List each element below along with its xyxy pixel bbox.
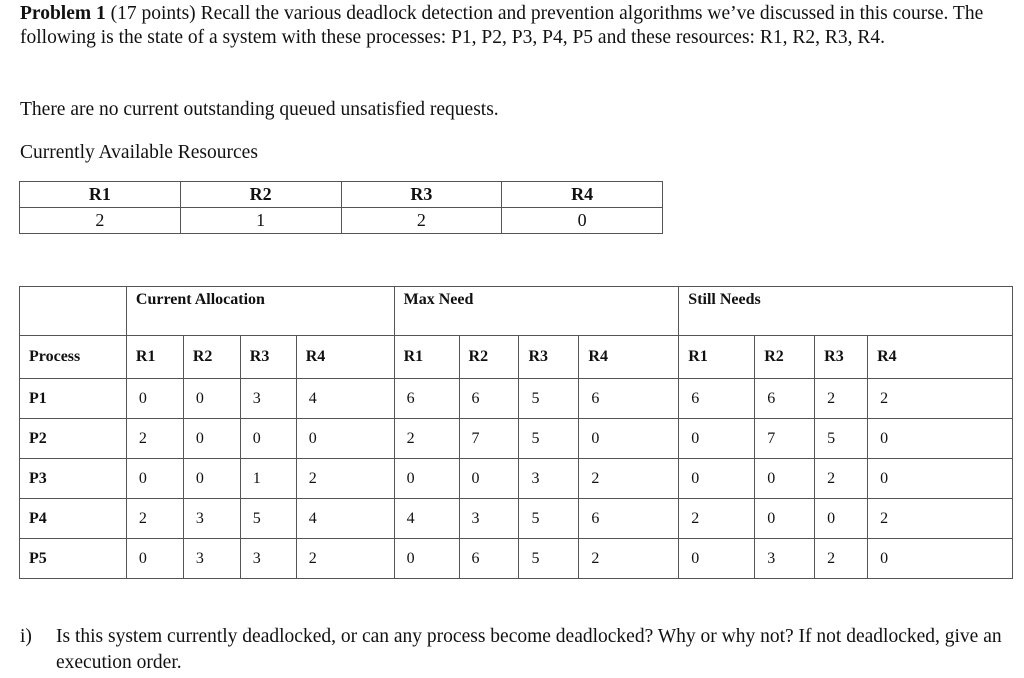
alloc-cell: 4 — [296, 379, 394, 419]
max-cell: 4 — [394, 499, 459, 539]
max-cell: 6 — [459, 539, 519, 579]
available-value: 2 — [20, 208, 181, 234]
need-cell: 2 — [679, 499, 755, 539]
max-cell: 5 — [519, 379, 579, 419]
alloc-cell: 3 — [240, 539, 296, 579]
alloc-cell: 0 — [126, 539, 183, 579]
need-cell: 0 — [815, 499, 868, 539]
need-header: R2 — [755, 336, 815, 379]
table-row — [20, 539, 1013, 579]
max-cell: 7 — [459, 419, 519, 459]
alloc-cell: 0 — [183, 379, 240, 419]
alloc-header: R3 — [240, 336, 296, 379]
alloc-cell: 1 — [240, 459, 296, 499]
max-cell: 0 — [459, 459, 519, 499]
alloc-cell: 0 — [296, 419, 394, 459]
available-value: 2 — [341, 208, 502, 234]
problem-text: Recall the various deadlock detection and prevention algorithms we’ve discussed in this course. The following is the state of a system with these processes: P1, P2, P3, P4, P5 and these resources: R1, R2, R3, R4. — [20, 3, 984, 48]
process-name: P1 — [20, 379, 127, 419]
question-number: i) — [20, 626, 32, 647]
max-header: R4 — [579, 336, 679, 379]
problem-intro — [20, 2, 1010, 50]
state-table — [19, 286, 1013, 579]
need-cell: 0 — [868, 419, 1013, 459]
max-cell: 5 — [519, 419, 579, 459]
need-cell: 0 — [755, 499, 815, 539]
alloc-cell: 2 — [126, 499, 183, 539]
need-cell: 2 — [815, 459, 868, 499]
process-name: P4 — [20, 499, 127, 539]
need-header: R3 — [815, 336, 868, 379]
need-cell: 0 — [679, 539, 755, 579]
need-cell: 2 — [815, 539, 868, 579]
problem-label: Problem 1 — [20, 3, 106, 24]
alloc-cell: 3 — [183, 539, 240, 579]
table-row — [20, 499, 1013, 539]
max-cell: 6 — [459, 379, 519, 419]
alloc-header: R2 — [183, 336, 240, 379]
need-cell: 0 — [755, 459, 815, 499]
alloc-cell: 5 — [240, 499, 296, 539]
max-cell: 0 — [394, 539, 459, 579]
process-name: P2 — [20, 419, 127, 459]
need-cell: 0 — [679, 459, 755, 499]
max-cell: 6 — [394, 379, 459, 419]
max-cell: 0 — [394, 459, 459, 499]
need-cell: 2 — [868, 499, 1013, 539]
max-cell: 5 — [519, 539, 579, 579]
alloc-header: R1 — [126, 336, 183, 379]
max-cell: 6 — [579, 499, 679, 539]
need-cell: 2 — [868, 379, 1013, 419]
table-row — [20, 379, 1013, 419]
available-header: R2 — [180, 182, 341, 208]
available-header: R1 — [20, 182, 181, 208]
available-caption: Currently Available Resources — [20, 142, 258, 163]
max-header: R2 — [459, 336, 519, 379]
available-resources-table — [19, 181, 663, 234]
process-name: P5 — [20, 539, 127, 579]
need-header: R1 — [679, 336, 755, 379]
section-spacer — [20, 287, 127, 336]
no-requests-text: There are no current outstanding queued unsatisfied requests. — [20, 99, 499, 120]
need-cell: 6 — [755, 379, 815, 419]
max-cell: 3 — [459, 499, 519, 539]
need-cell: 6 — [679, 379, 755, 419]
max-cell: 2 — [394, 419, 459, 459]
process-name: P3 — [20, 459, 127, 499]
alloc-cell: 3 — [183, 499, 240, 539]
column-header-row — [20, 336, 1013, 379]
need-cell: 0 — [868, 539, 1013, 579]
alloc-header: R4 — [296, 336, 394, 379]
section-still-needs: Still Needs — [679, 287, 1013, 336]
need-cell: 7 — [755, 419, 815, 459]
table-row — [20, 459, 1013, 499]
available-header: R4 — [502, 182, 663, 208]
max-cell: 5 — [519, 499, 579, 539]
alloc-cell: 0 — [183, 459, 240, 499]
max-cell: 2 — [579, 539, 679, 579]
need-cell: 2 — [815, 379, 868, 419]
process-header: Process — [20, 336, 127, 379]
max-cell: 6 — [579, 379, 679, 419]
max-header: R3 — [519, 336, 579, 379]
need-cell: 3 — [755, 539, 815, 579]
question-text: Is this system currently deadlocked, or can any process become deadlocked? Why or why not? If not deadlocked, give an execution order. — [56, 626, 1002, 673]
available-value: 0 — [502, 208, 663, 234]
section-current-allocation: Current Allocation — [126, 287, 394, 336]
alloc-cell: 0 — [240, 419, 296, 459]
problem-points: (17 points) — [110, 3, 196, 24]
alloc-cell: 2 — [296, 539, 394, 579]
max-header: R1 — [394, 336, 459, 379]
alloc-cell: 0 — [183, 419, 240, 459]
table-row — [20, 419, 1013, 459]
alloc-cell: 2 — [296, 459, 394, 499]
section-header-row — [20, 287, 1013, 336]
alloc-cell: 3 — [240, 379, 296, 419]
alloc-cell: 0 — [126, 379, 183, 419]
need-cell: 0 — [679, 419, 755, 459]
need-header: R4 — [868, 336, 1013, 379]
available-value: 1 — [180, 208, 341, 234]
max-cell: 2 — [579, 459, 679, 499]
need-cell: 5 — [815, 419, 868, 459]
available-header-row — [20, 182, 663, 208]
section-max-need: Max Need — [394, 287, 679, 336]
alloc-cell: 4 — [296, 499, 394, 539]
available-header: R3 — [341, 182, 502, 208]
alloc-cell: 2 — [126, 419, 183, 459]
max-cell: 0 — [579, 419, 679, 459]
max-cell: 3 — [519, 459, 579, 499]
alloc-cell: 0 — [126, 459, 183, 499]
available-values-row — [20, 208, 663, 234]
need-cell: 0 — [868, 459, 1013, 499]
